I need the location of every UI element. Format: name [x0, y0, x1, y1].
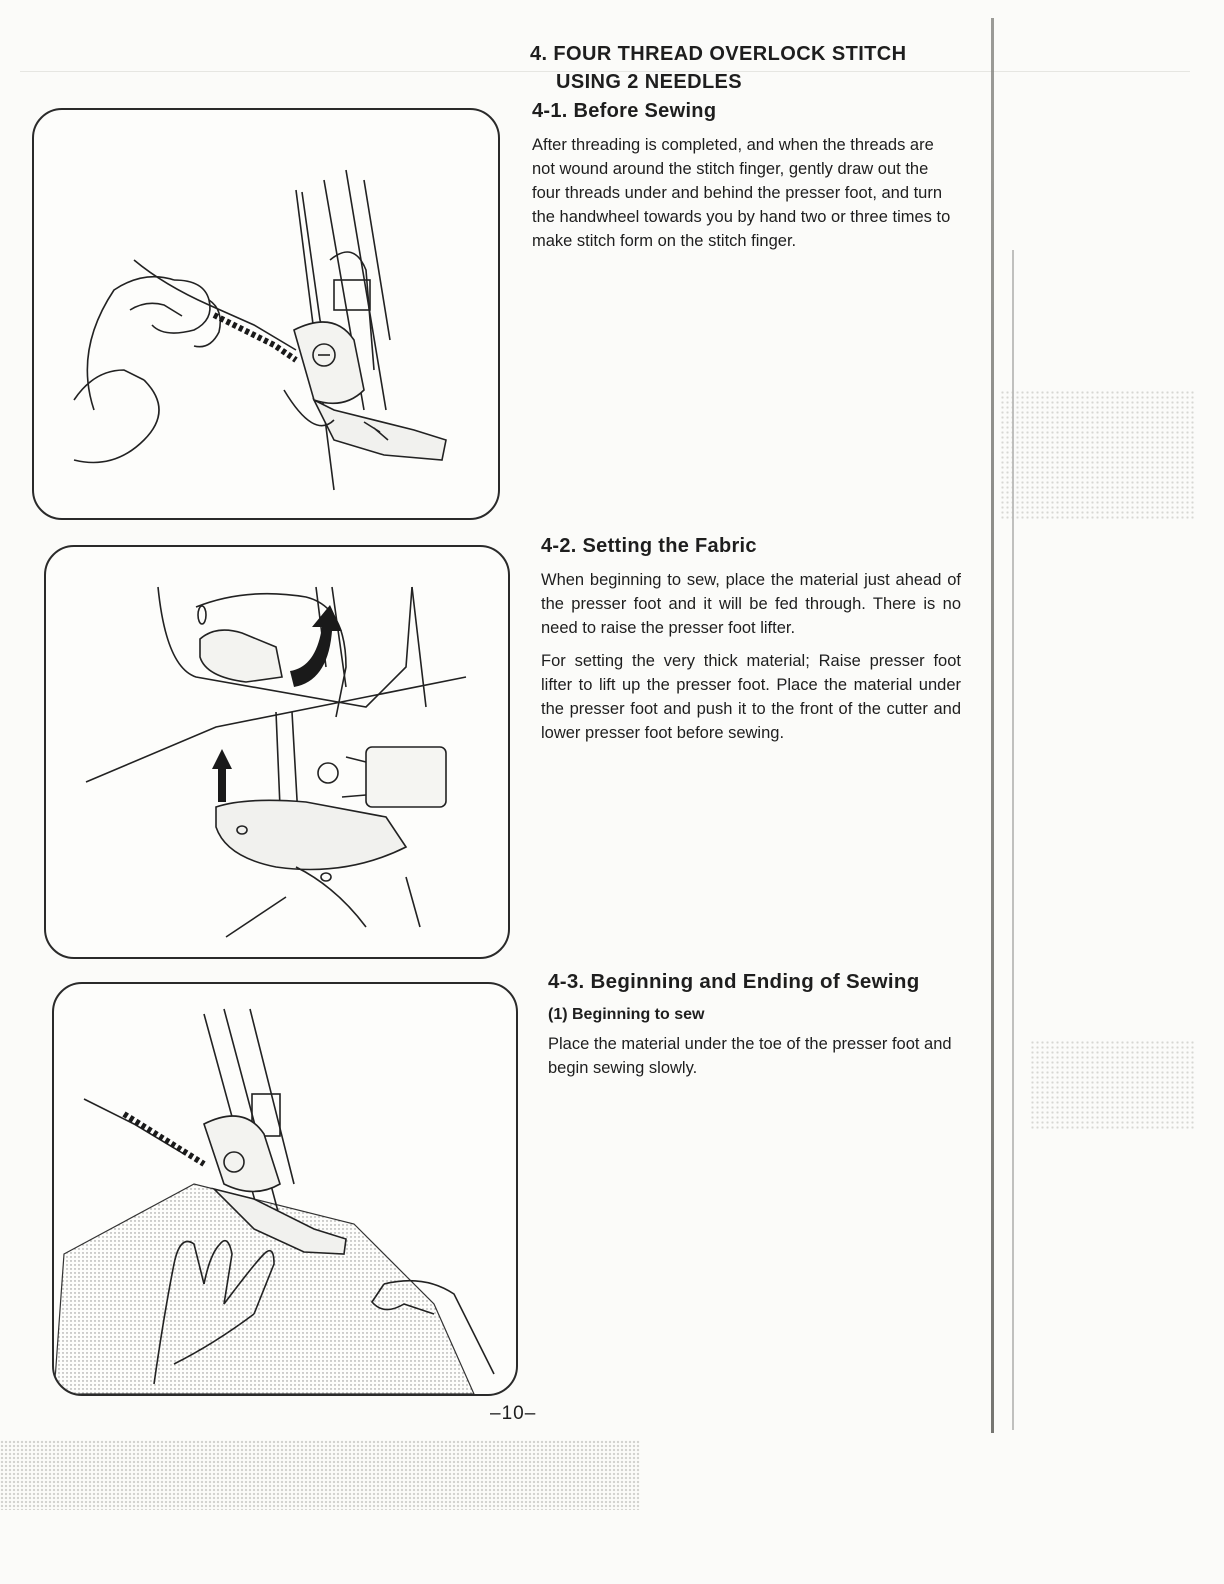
- section-setting-fabric: [541, 535, 961, 754]
- section-paragraph: For setting the very thick material; Raise presser foot lifter to lift up the presser foot. Place the material under the presser foot and push it to the front of the cutter and lower presser foot before sewing.: [541, 652, 961, 742]
- section-paragraph: Place the material under the toe of the presser foot and begin sewing slowly.: [548, 1035, 952, 1077]
- sewing-machine-foot-thread-drawing-illustration: [34, 110, 498, 518]
- scan-speckle: [1030, 1040, 1195, 1130]
- figure-before-sewing: [32, 108, 500, 520]
- presser-foot-lifter-raise-illustration: [46, 547, 508, 957]
- section-subheading: (1) Beginning to sew: [548, 1006, 705, 1023]
- figure-beginning-sewing: [52, 982, 518, 1396]
- section-beginning-ending-sewing: [548, 970, 968, 1089]
- scan-speckle: [1000, 390, 1195, 520]
- scan-noise: [0, 1440, 640, 1510]
- section-paragraph: After threading is completed, and when the threads are not wound around the stitch finger, gently draw out the four threads under and behind the presser foot, and turn the handwheel towards you by hand two or three times to make stitch form on the stitch finger.: [532, 136, 951, 250]
- page-number: –10–: [490, 1403, 537, 1424]
- binding-shadow-line: [991, 18, 994, 1433]
- section-before-sewing: [532, 100, 952, 262]
- figure-setting-fabric: [44, 545, 510, 959]
- title-line-2: USING 2 NEEDLES: [556, 71, 743, 93]
- section-heading: 4-1. Before Sewing: [532, 100, 717, 122]
- section-heading: 4-3. Beginning and Ending of Sewing: [548, 970, 920, 993]
- page-title: [530, 40, 906, 96]
- title-line-1: 4. FOUR THREAD OVERLOCK STITCH: [530, 43, 907, 65]
- fabric-under-presser-foot-illustration: [54, 984, 516, 1394]
- section-heading: 4-2. Setting the Fabric: [541, 535, 757, 557]
- section-paragraph: When beginning to sew, place the material just ahead of the presser foot and it will be fed through. There is no need to raise the presser foot lifter.: [541, 571, 961, 637]
